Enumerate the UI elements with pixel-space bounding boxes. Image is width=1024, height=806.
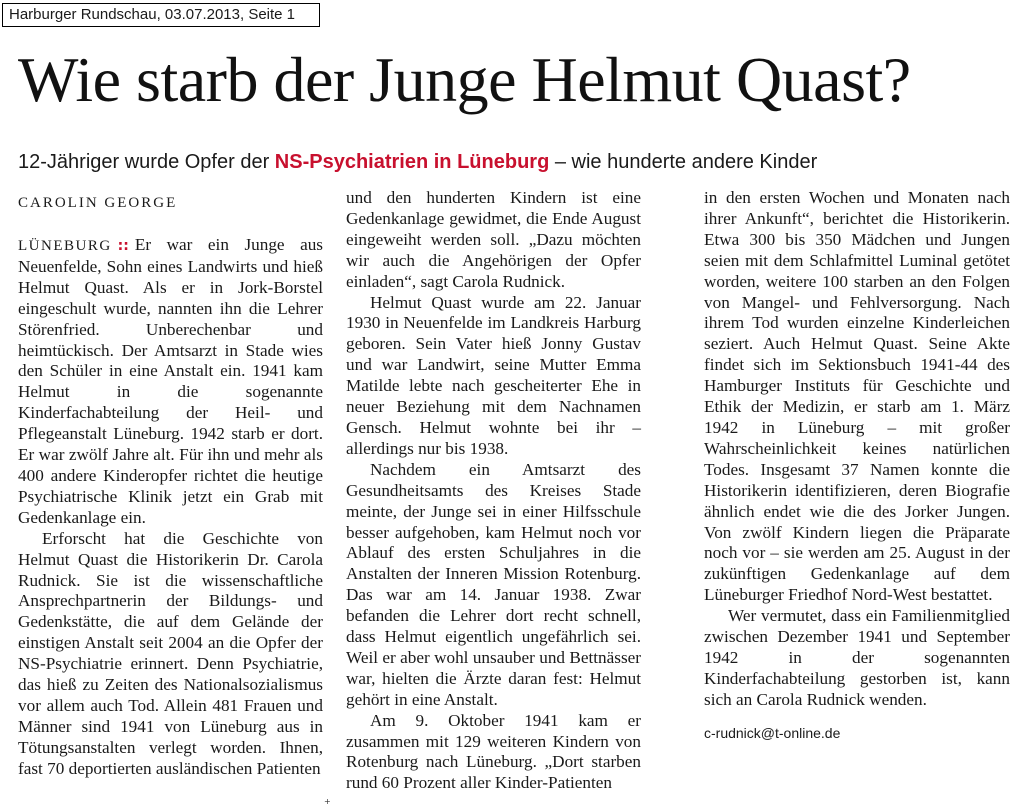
subheadline-part-1: 12-Jähriger wurde Opfer der — [18, 151, 275, 173]
subheadline-highlight: NS-Psychiatrien in Lüneburg — [274, 151, 550, 173]
headline: Wie starb der Junge Helmut Quast? — [18, 44, 911, 115]
article-paragraph-6: Am 9. Oktober 1941 kam er zusammen mit 129 weiteren Kindern von Rotenburg nach Lüneburg. „Dort starben rund 60 Prozent aller Kinder-Patienten — [346, 710, 641, 793]
author-byline: CAROLIN GEORGE — [18, 195, 178, 211]
paragraph-text: Er war ein Junge aus Neuenfelde, Sohn eines Landwirts und hieß Helmut Quast. Als er in Jork-Borstel eingeschult wurde, nannten ihn die Lehrer Störenfried. Unberechenbar und heimtückisch. Der Amtsarzt in Stade wies den Schüler in eine Anstalt ein. 1941 kam Helmut in die sogenannte Kinderfachabteilung der Heil- und Pflegeanstalt Lüneburg. 1942 starb er dort. Er war zwölf Jahre alt. Für ihn und mehr als 400 andere Kinderopfer richtet die heutige Psychiatrische Klinik jetzt ein Grab mit Gedenkanlage ein. — [18, 235, 323, 527]
source-citation: Harburger Rundschau, 03.07.2013, Seite 1 — [2, 3, 320, 27]
article-paragraph-8: Wer vermutet, dass ein Familienmitglied zwischen Dezember 1941 und September 1942 in der sogenannten Kinderfachabteilung gestorben ist, kann sich an Carola Rudnick wenden. — [704, 606, 1010, 709]
article-paragraph-1 — [18, 235, 323, 529]
article-paragraph-3: und den hunderten Kindern ist eine Gedenkanlage gewidmet, die Ende August eingeweiht werden soll. „Dazu möchten wir auch die Angehörigen der Opfer einladen“, sagt Carola Rudnick. — [346, 188, 641, 291]
subheadline-part-2: – wie hunderte andere Kinder — [549, 151, 818, 173]
article-paragraph-2: Erforscht hat die Geschichte von Helmut Quast die Historikerin Dr. Carola Rudnick. Sie ist die wissenschaftliche Ansprechpartnerin der Bildungs- und Gedenkstätte, die auf dem Gelände der einstigen Anstalt seit 2004 an die Opfer der NS-Psychiatrie erinnert. Denn Psychiatrie, das hieß zu Zeiten des Nationalsozialismus vor allem auch Tod. Allein 481 Frauen und Männer sind 1941 von Lüneburg aus in Tötungsanstalten verlegt worden. Ihnen, fast 70 deportierten ausländischen Patienten — [18, 528, 323, 778]
dateline-marker: :: — [117, 238, 129, 254]
article-paragraph-4: Helmut Quast wurde am 22. Januar 1930 in Neuenfelde im Landkreis Harburg geboren. Sein Vater hieß Jonny Gustav und war Landwirt, seine Mutter Emma Matilde lebte nach gescheiterter Ehe in neuer Beziehung mit dem Nachnamen Gensch. Helmut wohnte bei ihr – allerdings nur bis 1938. — [346, 292, 641, 458]
dateline: LÜNEBURG — [18, 238, 112, 254]
subheadline — [18, 148, 1018, 176]
article-paragraph-7: in den ersten Wochen und Monaten nach ihrer Ankunft“, berichtet die Historikerin. Etwa 300 bis 350 Mädchen und Jungen seien mit dem Schlafmittel Luminal getötet worden, weitere 100 starben an den Folgen von Mangel- und Fehlversorgung. Nach ihrem Tod wurden einzelne Kinderleichen seziert. Auch Helmut Quast. Seine Akte findet sich im Sektionsbuch 1941-44 des Hamburger Instituts für Geschichte und Ethik der Medizin, er starb am 1. März 1942 in Lüneburg – mit großer Wahrscheinlichkeit keines natürlichen Todes. Insgesamt 37 Namen konnte die Historikerin identifizieren, deren Biografie ähnlich endet wie die des Jorker Jungen. Von zwölf Kindern liegen die Präparate noch vor – sie werden am 25. August in der zukünftigen Gedenkanlage auf dem Lüneburger Friedhof Nord-West bestattet. — [704, 188, 1010, 605]
contact-email: c-rudnick@t-online.de — [704, 724, 841, 741]
page-mark: + — [324, 797, 331, 806]
article-column-2 — [346, 188, 641, 794]
article-paragraph-5: Nachdem ein Amtsarzt des Gesundheitsamts des Kreises Stade meinte, der Junge sei in einer Hilfsschule besser aufgehoben, kam Helmut noch vor Ablauf des ersten Schuljahres in die Anstalten der Inneren Mission Rotenburg. Das war am 14. Januar 1938. Zwar befanden die Lehrer dort recht schnell, dass Helmut eigentlich ungefährlich sei. Weil er aber wohl unsauber und Bettnässer war, hielten die Ärzte daran fest: Helmut gehört in eine Anstalt. — [346, 459, 641, 709]
article-column-3 — [704, 188, 1010, 744]
article-column-1 — [18, 235, 323, 780]
